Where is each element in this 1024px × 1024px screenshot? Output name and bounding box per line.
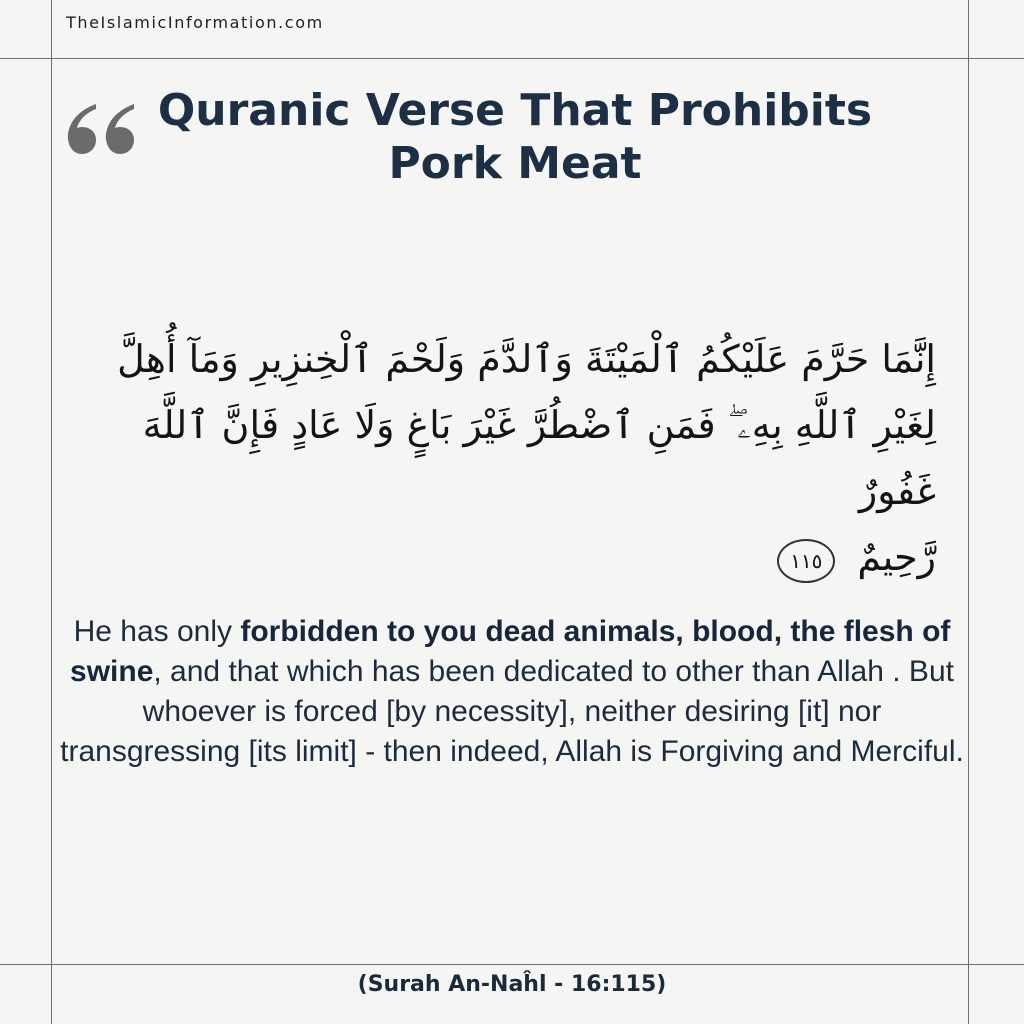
frame-line-top bbox=[0, 58, 1024, 59]
arabic-line-1: إِنَّمَا حَرَّمَ عَلَيْكُمُ ٱلْمَيْتَةَ وَٱلدَّمَ وَلَحْمَ ٱلْخِنزِيرِ وَمَآ أُهِلَّ bbox=[117, 337, 936, 381]
quote-icon bbox=[62, 100, 138, 160]
translation-highlight: forbidden to you dead animals, blood, the flesh of swine bbox=[70, 615, 951, 688]
translation-part-2: , and that which has been dedicated to other than Allah . But whoever is forced [by necessity], neither desiring [it] nor transgressing [its limit] - then indeed, Allah is Forgiving and Merciful. bbox=[60, 655, 964, 768]
frame-line-right bbox=[968, 0, 969, 1024]
frame-line-left bbox=[51, 0, 52, 1024]
page-title bbox=[130, 84, 900, 190]
frame-line-bottom bbox=[0, 964, 1024, 965]
surah-reference: (Surah An-Naĥl - 16:115) bbox=[357, 972, 667, 997]
ayah-number-marker: ١١٥ bbox=[777, 539, 835, 583]
arabic-line-2: لِغَيْرِ ٱللَّهِ بِهِۦ ۖ فَمَنِ ٱضْطُرَّ غَيْرَ بَاغٍ وَلَا عَادٍ فَإِنَّ ٱللَّهَ غَفُورٌ bbox=[142, 403, 936, 513]
title-line-1: Quranic Verse That Prohibits bbox=[157, 85, 873, 136]
arabic-line-3-text: رَّحِيمٌ bbox=[857, 535, 936, 579]
arabic-verse bbox=[96, 326, 936, 590]
arabic-line-3 bbox=[96, 524, 936, 590]
site-name: TheIslamicInformation.com bbox=[66, 13, 324, 32]
translation-part-1: He has only bbox=[73, 615, 241, 648]
verse-translation bbox=[60, 612, 964, 772]
title-line-2: Pork Meat bbox=[388, 138, 642, 189]
